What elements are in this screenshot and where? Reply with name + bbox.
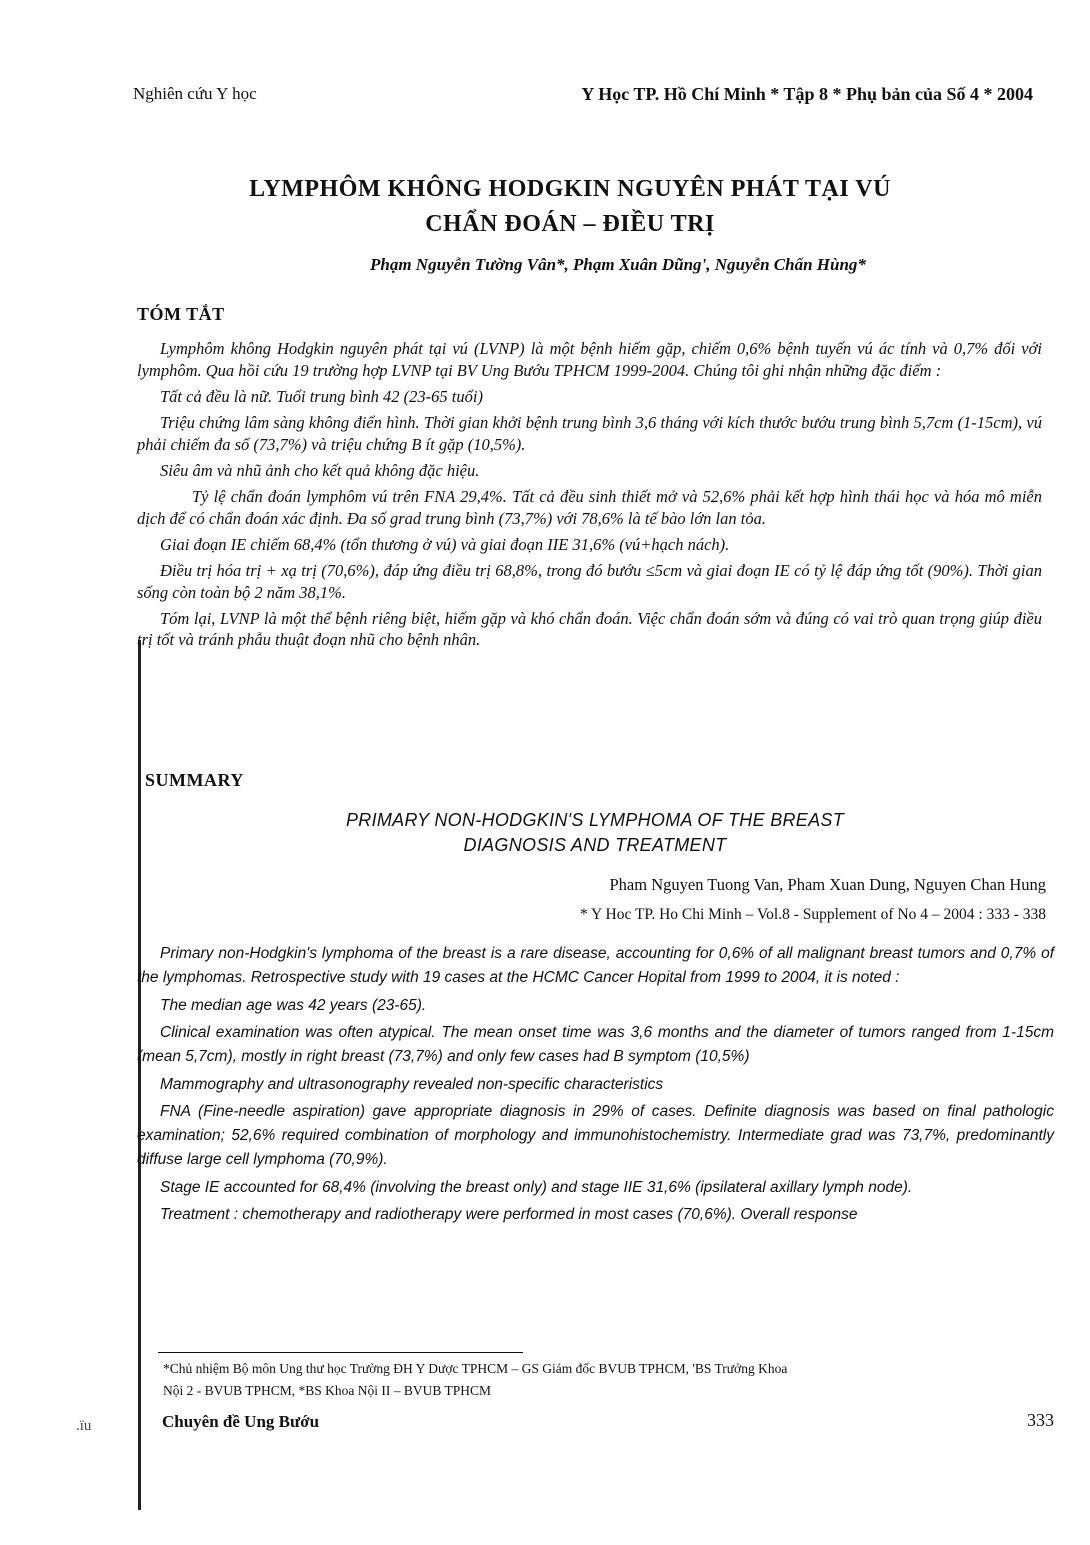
authors-vi: Phạm Nguyễn Tường Vân*, Phạm Xuân Dũng', Nguyễn Chấn Hùng*	[370, 255, 866, 274]
header-journal-citation: Y Học TP. Hồ Chí Minh * Tập 8 * Phụ bản của Số 4 * 2004	[581, 84, 1033, 104]
abstract-paragraph: Tất cả đều là nữ. Tuổi trung bình 42 (23-65 tuổi)	[160, 386, 483, 406]
title-line: CHẨN ĐOÁN – ĐIỀU TRỊ	[425, 211, 715, 237]
abstract-paragraph: Giai đoạn IE chiếm 68,4% (tổn thương ở vú) và giai đoạn IIE 31,6% (vú+hạch nách).	[160, 534, 730, 554]
running-header	[133, 84, 1033, 110]
summary-paragraph: Clinical examination was often atypical. The mean onset time was 3,6 months and the diameter of tumors ranged from 1-15cm (mean 5,7cm), mostly in right breast (73,7%) and only few cases had B symptom (10,5%)	[137, 1024, 1054, 1065]
summary-paragraph: Mammography and ultrasonography revealed non-specific characteristics	[160, 1075, 664, 1093]
abstract-paragraph: Siêu âm và nhũ ảnh cho kết quả không đặc hiệu.	[160, 460, 480, 480]
article-citation: * Y Hoc TP. Ho Chi Minh – Vol.8 - Supplement of No 4 – 2004 : 333 - 338	[579, 906, 1046, 923]
abstract-paragraph: Triệu chứng lâm sàng không điển hình. Thời gian khởi bệnh trung bình 3,6 tháng với kích thước bướu trung bình 5,7cm (1-15cm), vú phải chiếm đa số (73,7%) và triệu chứng B ít gặp (10,5%).	[137, 412, 1042, 454]
margin-note: .ïu	[76, 1418, 92, 1434]
article-title-en	[195, 808, 995, 858]
summary-heading: SUMMARY	[145, 770, 244, 790]
summary-paragraph: Primary non-Hodgkin's lymphoma of the breast is a rare disease, accounting for 0,6% of all malignant breast tumors and 0,7% of the lymphomas. Retrospective study with 19 cases at the HCMC Cancer Hopital from 1999 to 2004, it is noted :	[137, 945, 1054, 986]
summary-paragraph: Stage IE accounted for 68,4% (involving the breast only) and stage IIE 31,6% (ipsilateral axillary lymph node).	[160, 1178, 913, 1196]
page-number: 333	[1027, 1410, 1054, 1430]
summary-body	[137, 942, 1054, 1231]
footnote-line: *Chủ nhiệm Bộ môn Ung thư học Trường ĐH Y Dược TPHCM – GS Giám đốc BVUB TPHCM, 'BS Trưởng Khoa	[163, 1361, 788, 1376]
title-line: PRIMARY NON-HODGKIN'S LYMPHOMA OF THE BREAST	[345, 810, 845, 830]
header-section-label: Nghiên cứu Y học	[133, 84, 257, 103]
article-title-vi	[150, 172, 990, 242]
abstract-heading-vi: TÓM TẮT	[137, 304, 225, 324]
abstract-vi	[137, 338, 1042, 655]
authors-en: Pham Nguyen Tuong Van, Pham Xuan Dung, Nguyen Chan Hung	[609, 875, 1046, 894]
footnote	[163, 1358, 1058, 1402]
abstract-paragraph: Điều trị hóa trị + xạ trị (70,6%), đáp ứng điều trị 68,8%, trong đó bướu ≤5cm và giai đoạn IE có tỷ lệ đáp ứng tốt (90%). Thời gian sống còn toàn bộ 2 năm 38,1%.	[137, 560, 1042, 602]
summary-paragraph: FNA (Fine-needle aspiration) gave appropriate diagnosis in 29% of cases. Definite diagnosis was based on final pathologic examination; 52,6% required combination of morphology and immunohistochemistry. Intermediate grad was 73,7%, predominantly diffuse large cell lymphoma (70,9%).	[137, 1103, 1054, 1168]
footnote-line: Nội 2 - BVUB TPHCM, *BS Khoa Nội II – BVUB TPHCM	[163, 1383, 492, 1398]
title-line: DIAGNOSIS AND TREATMENT	[463, 835, 727, 855]
summary-paragraph: The median age was 42 years (23-65).	[160, 996, 427, 1014]
footnote-divider	[158, 1352, 523, 1353]
abstract-paragraph: Lymphôm không Hodgkin nguyên phát tại vú (LVNP) là một bệnh hiếm gặp, chiếm 0,6% bệnh tuyến vú ác tính và 0,7% đối với lymphôm. Qua hồi cứu 19 trường hợp LVNP tại BV Ung Bướu TPHCM 1999-2004. Chúng tôi ghi nhận những đặc điểm :	[137, 339, 1042, 380]
summary-paragraph: Treatment : chemotherapy and radiotherapy were performed in most cases (70,6%). Overall response	[160, 1206, 858, 1223]
title-line: LYMPHÔM KHÔNG HODGKIN NGUYÊN PHÁT TẠI VÚ	[249, 176, 891, 202]
abstract-paragraph: Tỷ lệ chẩn đoán lymphôm vú trên FNA 29,4%. Tất cả đều sinh thiết mở và 52,6% phải kết hợp hình thái học và hóa mô miễn dịch để có chẩn đoán xác định. Đa số grad trung bình (73,7%) với 78,6% là tế bào lớn lan tỏa.	[137, 486, 1042, 528]
footer-topic: Chuyên đề Ung Bướu	[162, 1412, 320, 1431]
abstract-paragraph: Tóm lại, LVNP là một thể bệnh riêng biệt, hiếm gặp và khó chẩn đoán. Việc chẩn đoán sớm và đúng có vai trò quan trọng giúp điều trị tốt và tránh phẫu thuật đoạn nhũ cho bệnh nhân.	[137, 608, 1042, 650]
